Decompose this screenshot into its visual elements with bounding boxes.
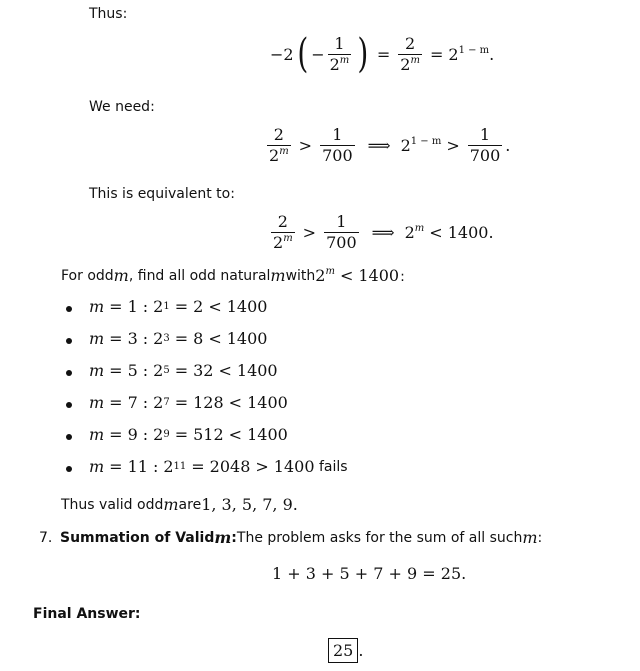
eq1-power-base: 2 [448,44,459,64]
item-bound: 1400 [236,361,278,380]
item-base: 2 [153,297,164,316]
item-suffix: fails [314,458,348,475]
item-relation: < [228,425,243,444]
item-result: 32 [193,361,214,380]
eq2-fa-num: 2 [273,125,284,144]
odd-intro-cond: $2^m < 1400$: [315,266,405,285]
item-result: 2048 [209,457,251,476]
eq1b-den-base: 2 [400,54,411,74]
odd-intro-exp: m [325,266,335,277]
eq1-power-exp: 1 − m [458,44,490,56]
step-text-b: : [537,529,543,546]
eq3-fraction-b [324,214,359,251]
step-number: 7. [39,529,53,546]
eq1-rparen: ) [357,31,369,77]
list-item: m = 1 : 2 1 = 2 < 1400 [89,297,268,316]
final-answer-label: Final Answer: [33,606,141,622]
eq2-gt-1: > [298,136,313,155]
item-m-value: 7 [127,393,138,412]
eq1-period: . [489,44,495,64]
bullet-dot [66,402,72,408]
eq1-equals-2: = [429,44,444,64]
answer-box: 25 [328,638,358,663]
step-text-a: The problem asks for the sum of all such [236,529,523,546]
eq3-power-base: 2 [404,223,415,242]
eq2-fa-den [267,145,291,164]
item-eq2: = [174,425,189,444]
eq2-power [401,136,442,155]
eq1-fraction-a-den [328,54,352,73]
odd-intro-text-c: with [285,267,316,284]
item-eq: = [109,425,123,444]
eq3-fraction-a [271,214,295,251]
item-eq2: = [174,393,189,412]
valid-text-a: Thus valid odd [61,496,164,513]
eq3-fa-den-exp: m [283,233,293,244]
item-eq: = [109,329,123,348]
step-title-a: Summation of Valid [60,529,215,546]
equation-equivalent [268,214,499,251]
eq1-minus: − [311,44,325,64]
eq2-fc-den: 700 [469,146,501,165]
eq2-power-base: 2 [400,136,411,155]
item-m: m [89,425,105,444]
eq2-fb-den: 700 [322,146,353,165]
label-we-need: We need: [89,99,155,115]
bullet-dot [66,466,72,472]
item-result: 8 [193,329,204,348]
item-eq: = [109,457,123,476]
item-base: 2 [153,329,164,348]
item-base: 2 [153,393,164,412]
valid-m: m [163,495,179,514]
valid-text-b: are [178,496,202,513]
item-eq: = [109,393,123,412]
item-relation: < [208,297,222,316]
eq3-power-exp: m [414,223,425,234]
item-eq2: = [174,329,189,348]
odd-intro-bound: 1400 [358,266,400,285]
item-bound: 1400 [226,297,268,316]
item-m-value: 9 [127,425,138,444]
step-text-m: m [522,528,538,547]
item-m: m [89,361,105,380]
item-base: 2 [153,425,164,444]
odd-intro-m1: m [113,266,129,285]
eq3-fa-den [271,232,295,251]
item-bound: 1400 [247,393,288,412]
list-item: m = 9 : 2 9 = 512 < 1400 [89,425,288,444]
odd-intro-text-b: , find all odd natural [128,267,271,284]
list-item: m = 5 : 2 5 = 32 < 1400 [89,361,278,380]
bullet-dot [66,370,72,376]
item-m-value: 1 [127,297,138,316]
odd-intro [61,266,405,285]
odd-intro-base: 2 [315,266,326,285]
item-eq2: = [174,361,189,380]
eq1-den-base: 2 [329,54,340,74]
eq3-implies: ⟹ [371,223,395,242]
item-m-value: 11 [127,457,148,476]
item-relation: < [228,393,243,412]
eq1-fraction-b-den [398,54,422,73]
eq2-period: . [505,136,511,155]
item-result: 512 [193,425,224,444]
item-m: m [89,393,105,412]
eq3-fa-den-base: 2 [273,233,284,252]
valid-values: 1, 3, 5, 7, 9. [201,495,298,514]
eq1b-den-exp: m [410,54,420,66]
eq1-fraction-a-num: 1 [334,33,345,53]
eq1-den-exp: m [339,54,350,66]
step-7 [39,528,542,547]
item-bound: 1400 [226,329,268,348]
final-answer [328,638,363,663]
eq2-fraction-a [267,127,291,164]
odd-intro-m2: m [270,266,286,285]
valid-summary [61,495,298,514]
item-eq: = [109,361,123,380]
odd-intro-text-a: For odd [61,267,114,284]
eq2-power-exp: 1 − m [410,136,442,147]
item-result: 2 [193,297,204,316]
item-bound: 1400 [247,425,288,444]
eq2-fb-num: 1 [332,125,343,144]
item-bound: 1400 [273,457,315,476]
list-item: m = 3 : 2 3 = 8 < 1400 [89,329,268,348]
equation-simplify [270,31,495,77]
equation-inequality [264,127,510,164]
eq1-power [448,45,489,64]
step-title-b: : [231,529,237,546]
eq2-fa-den-base: 2 [269,146,280,165]
label-thus: Thus: [89,6,128,22]
eq1-fraction-b [398,33,422,74]
eq1-coefficient: −2 [270,44,294,64]
item-m: m [89,329,105,348]
eq2-gt-2: > [446,136,460,155]
bullet-dot [66,306,72,312]
eq3-fa-num: 2 [277,212,288,231]
eq1-lparen: ( [296,31,308,77]
eq2-fraction-b [320,127,355,164]
item-m: m [89,457,105,476]
step-title-m: m [214,528,232,547]
list-item: m = 11 : 2 11 = 2048 > 1400 fails [89,457,348,476]
eq3-fb-den: 700 [326,233,357,252]
label-equivalent: This is equivalent to: [89,186,235,202]
eq1-equals-1: = [376,44,391,64]
eq3-gt: > [302,223,317,242]
item-eq2: = [174,297,189,316]
eq1-fraction-a [328,33,352,74]
item-base: 2 [163,457,174,476]
item-relation: < [208,329,222,348]
odd-intro-lt: < [339,266,354,285]
item-m-value: 5 [127,361,138,380]
sum-expression: 1 + 3 + 5 + 7 + 9 = 25. [272,564,467,583]
item-base: 2 [153,361,164,380]
bullet-dot [66,338,72,344]
eq1-fraction-b-num: 2 [405,33,416,53]
item-eq: = [109,297,123,316]
eq3-power [405,223,425,242]
eq3-fb-num: 1 [336,212,347,231]
eq2-fa-den-exp: m [279,146,289,157]
item-eq2: = [191,457,205,476]
eq2-fc-num: 1 [479,125,491,144]
bullet-dot [66,434,72,440]
item-result: 128 [193,393,224,412]
item-m: m [89,297,105,316]
answer-period: . [358,641,364,660]
eq3-rhs: < 1400. [429,223,494,242]
list-item: m = 7 : 2 7 = 128 < 1400 [89,393,288,412]
eq2-implies: ⟹ [367,136,391,155]
item-m-value: 3 [127,329,138,348]
eq2-fraction-c [468,127,503,164]
item-relation: < [218,361,232,380]
item-relation: > [255,457,269,476]
